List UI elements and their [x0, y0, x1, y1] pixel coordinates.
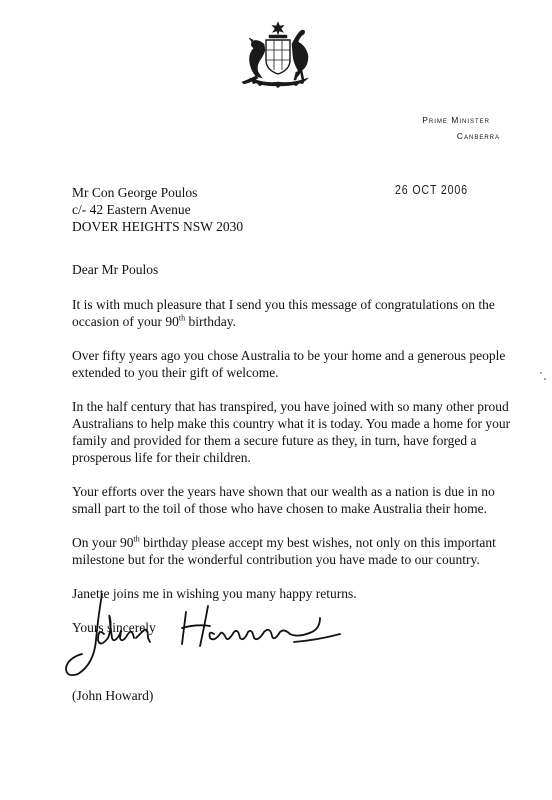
- scan-speck: [540, 372, 542, 374]
- office-location: Canberra: [456, 131, 500, 141]
- signatory-name: (John Howard): [72, 688, 154, 703]
- paragraph-5-tail: birthday please accept my best wishes, not only on this important milestone but for the wonderful contribution you have made to our country.: [72, 535, 496, 567]
- coat-of-arms-icon: [236, 20, 320, 88]
- recipient-city: DOVER HEIGHTS NSW 2030: [72, 219, 244, 234]
- paragraph-2: Over fifty years ago you chose Australia to be your home and a generous people extended to you their gift of welcome.: [72, 348, 506, 380]
- paragraph-5: [72, 534, 512, 568]
- recipient-address: [72, 184, 243, 235]
- paragraph-1-tail: birthday.: [185, 314, 236, 329]
- salutation: Dear Mr Poulos: [72, 262, 159, 277]
- paragraph-6: Janette joins me in wishing you many happy returns.: [72, 586, 357, 601]
- office-title: Prime Minister: [422, 115, 490, 125]
- paragraph-3: In the half century that has transpired, you have joined with so many other proud Australians to help make this country what it is today. You made a home for your family and provided for them a secure future as they, in turn, have forged a prosperous life for their children.: [72, 399, 511, 465]
- handwritten-signature: [58, 588, 358, 680]
- paragraph-1: [72, 296, 512, 330]
- letterhead-office: [422, 112, 500, 144]
- scan-speck: [544, 378, 546, 380]
- ordinal-suffix: th: [178, 313, 186, 323]
- recipient-street: c/- 42 Eastern Avenue: [72, 202, 191, 217]
- ordinal-suffix: th: [133, 534, 140, 544]
- paragraph-1-text: It is with much pleasure that I send you this message of congratulations on the occasion of your 90: [72, 297, 495, 329]
- paragraph-4: Your efforts over the years have shown that our wealth as a nation is due in no small part to the toil of those who have chosen to make Australia their home.: [72, 484, 495, 516]
- date-stamp: 26 OCT 2006: [395, 183, 468, 197]
- closing: Yours sincerely: [72, 620, 156, 635]
- paragraph-5-text: On your 90: [72, 535, 134, 550]
- recipient-name: Mr Con George Poulos: [72, 185, 198, 200]
